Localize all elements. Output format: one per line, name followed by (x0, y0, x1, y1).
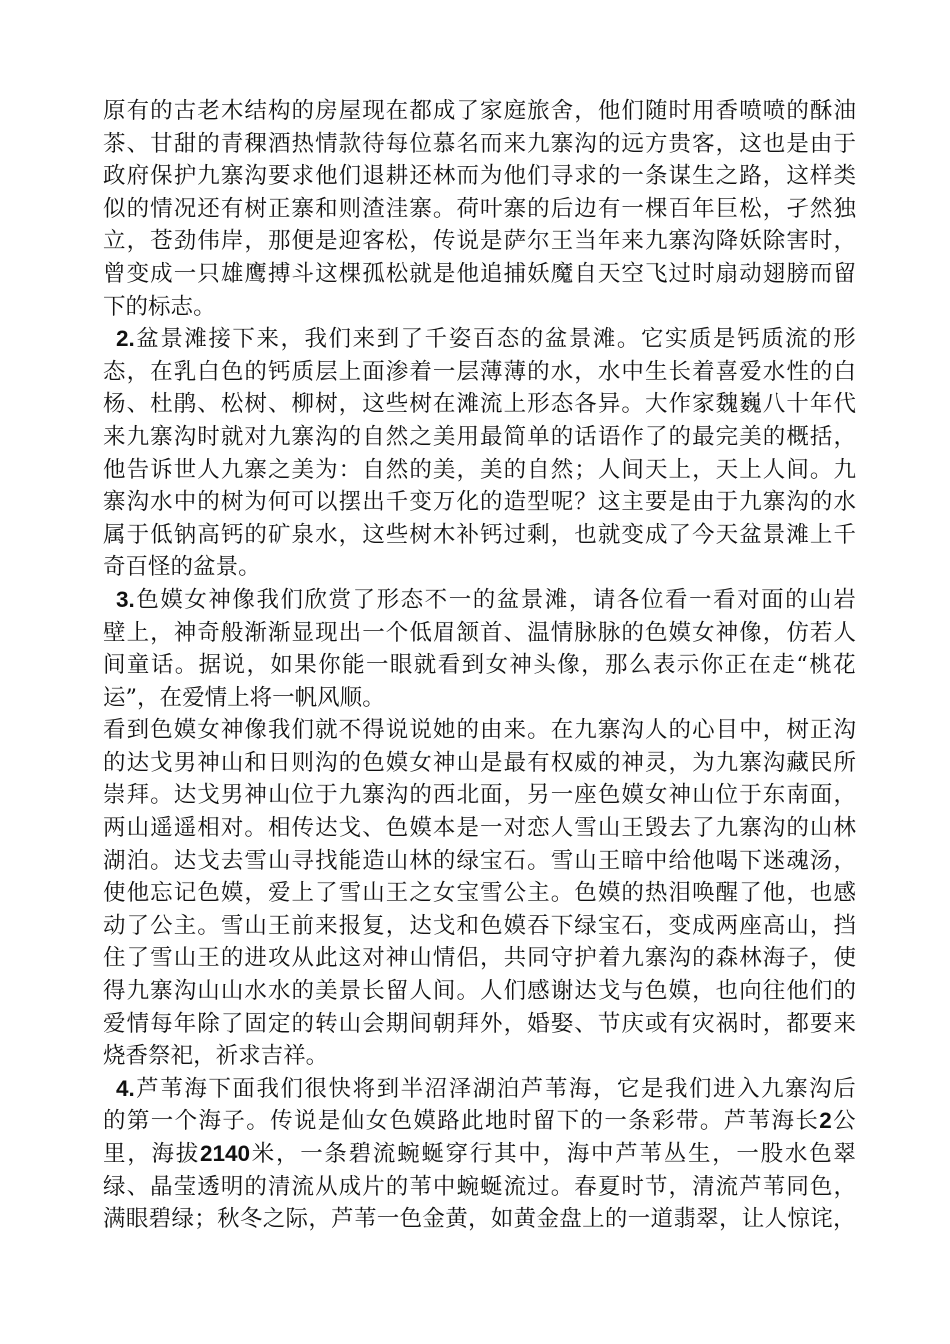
text-line: 的 第 一 个 海 子 。 传 说 是 仙 女 色 嫫 路 此 地 时 留 下 的 一 条 彩 带 。 芦 苇 海 长 2 公 (103, 1108, 856, 1135)
text-line: 湖 泊 。 达 戈 去 雪 山 寻 找 能 造 山 林 的 绿 宝 石 。 雪 山 王 暗 中 给 他 喝 下 迷 魂 汤 ， (103, 847, 856, 874)
text-line: 两 山 遥 遥 相 对 。 相 传 达 戈 、 色 嫫 本 是 一 对 恋 人 雪 山 王 毁 去 了 九 寨 沟 的 山 林 (103, 815, 856, 842)
text-line: 动 了 公 主 。 雪 山 王 前 来 报 复 ， 达 戈 和 色 嫫 吞 下 绿 宝 石 ， 变 成 两 座 高 山 ， 挡 (103, 912, 856, 939)
text-line: 里 ， 海 拔 2140 米 ， 一 条 碧 流 蜿 蜒 穿 行 其 中 ， 海 中 芦 苇 丛 生 ， 一 股 水 色 翠 (103, 1141, 856, 1167)
text-line: 得 九 寨 沟 山 山 水 水 的 美 景 长 留 人 间 。 人 们 感 谢 达 戈 与 色 嫫 ， 也 向 往 他 们 的 (103, 978, 856, 1005)
text-line: 3. 色 嫫 女 神 像 我 们 欣 赏 了 形 态 不 一 的 盆 景 滩 ， 请 各 位 看 一 看 对 面 的 山 岩 (116, 586, 856, 613)
text-line: 曾 变 成 一 只 雄 鹰 搏 斗 这 棵 孤 松 就 是 他 追 捕 妖 魔 自 天 空 飞 过 时 扇 动 翅 膀 而 留 (103, 260, 856, 287)
text-line: 属 于 低 钠 高 钙 的 矿 泉 水 ， 这 些 树 木 补 钙 过 剩 ， 也 就 变 成 了 今 天 盆 景 滩 上 千 (103, 521, 856, 548)
document-body (103, 95, 856, 1236)
text-line: 看 到 色 嫫 女 神 像 我 们 就 不 得 说 说 她 的 由 来 。 在 九 寨 沟 人 的 心 目 中 ， 树 正 沟 (103, 717, 856, 744)
text-line: 态 ， 在 乳 白 色 的 钙 质 层 上 面 渗 着 一 层 薄 薄 的 水 ， 水 中 生 长 着 喜 爱 水 性 的 白 (103, 358, 856, 385)
text-line: 立 ， 苍 劲 伟 岸 ， 那 便 是 迎 客 松 ， 传 说 是 萨 尔 王 当 年 来 九 寨 沟 降 妖 除 害 时 ， (103, 228, 856, 255)
text-line: 崇 拜 。 达 戈 男 神 山 位 于 九 寨 沟 的 西 北 面 ， 另 一 座 色 嫫 女 神 山 位 于 东 南 面 ， (103, 782, 856, 809)
text-line: 来 九 寨 沟 时 就 对 九 寨 沟 的 自 然 之 美 用 最 简 单 的 话 语 作 了 的 最 完 美 的 概 括 ， (103, 423, 856, 450)
text-line: 政 府 保 护 九 寨 沟 要 求 他 们 退 耕 还 林 而 为 他 们 寻 求 的 一 条 谋 生 之 路 ， 这 样 类 (103, 163, 856, 190)
text-line: 满 眼 碧 绿 ； 秋 冬 之 际 ， 芦 苇 一 色 金 黄 ， 如 黄 金 盘 上 的 一 道 翡 翠 ， 让 人 惊 诧 ， (103, 1206, 856, 1233)
text-line: 寨 沟 水 中 的 树 为 何 可 以 摆 出 千 变 万 化 的 造 型 呢 ？ 这 主 要 是 由 于 九 寨 沟 的 水 (103, 489, 856, 516)
text-line: 使 他 忘 记 色 嫫 ， 爱 上 了 雪 山 王 之 女 宝 雪 公 主 。 色 嫫 的 热 泪 唤 醒 了 他 ， 也 感 (103, 880, 856, 907)
text-line: 运 ” ， 在 爱 情 上 将 一 帆 风 顺 。 (103, 684, 385, 711)
text-line: 原 有 的 古 老 木 结 构 的 房 屋 现 在 都 成 了 家 庭 旅 舍 ， 他 们 随 时 用 香 喷 喷 的 酥 油 (103, 98, 856, 124)
text-line: 的 达 戈 男 神 山 和 日 则 沟 的 色 嫫 女 神 山 是 最 有 权 威 的 神 灵 ， 为 九 寨 沟 藏 民 所 (103, 749, 856, 776)
text-line: 壁 上 ， 神 奇 般 渐 渐 显 现 出 一 个 低 眉 颔 首 、 温 情 脉 脉 的 色 嫫 女 神 像 ， 仿 若 人 (103, 619, 856, 646)
text-line: 4. 芦 苇 海 下 面 我 们 很 快 将 到 半 沼 泽 湖 泊 芦 苇 海 ， 它 是 我 们 进 入 九 寨 沟 后 (116, 1075, 856, 1102)
text-line: 似 的 情 况 还 有 树 正 寨 和 则 渣 洼 寨 。 荷 叶 寨 的 后 边 有 一 棵 百 年 巨 松 ， 孑 然 独 (103, 195, 856, 222)
text-line: 间 童 话 。 据 说 ， 如 果 你 能 一 眼 就 看 到 女 神 头 像 ， 那 么 表 示 你 正 在 走 “ 桃 花 (103, 652, 856, 679)
text-line: 2. 盆 景 滩 接 下 来 ， 我 们 来 到 了 千 姿 百 态 的 盆 景 滩 。 它 实 质 是 钙 质 流 的 形 (116, 326, 856, 353)
text-line: 茶 、 甘 甜 的 青 稞 酒 热 情 款 待 每 位 慕 名 而 来 九 寨 沟 的 远 方 贵 客 ， 这 也 是 由 于 (103, 130, 856, 157)
text-line: 他 告 诉 世 人 九 寨 之 美 为 ： 自 然 的 美 ， 美 的 自 然 ； 人 间 天 上 ， 天 上 人 间 。 九 (103, 456, 856, 483)
text-line: 住 了 雪 山 王 的 进 攻 从 此 这 对 神 山 情 侣 ， 共 同 守 护 着 九 寨 沟 的 森 林 海 子 ， 使 (103, 945, 856, 972)
text-line: 下 的 标 志 。 (103, 293, 216, 320)
text-line: 爱 情 每 年 除 了 固 定 的 转 山 会 期 间 朝 拜 外 ， 婚 娶 、 节 庆 或 有 灾 祸 时 ， 都 要 来 (103, 1010, 856, 1037)
text-line: 绿 、 晶 莹 透 明 的 清 流 从 成 片 的 苇 中 蜿 蜒 流 过 。 春 夏 时 节 ， 清 流 芦 苇 同 色 ， (103, 1173, 856, 1200)
text-line: 烧 香 祭 祀 ， 祈 求 吉 祥 。 (103, 1043, 329, 1070)
text-line: 奇 百 怪 的 盆 景 。 (103, 554, 261, 581)
text-line: 杨 、 杜 鹃 、 松 树 、 柳 树 ， 这 些 树 在 滩 流 上 形 态 各 异 。 大 作 家 魏 巍 八 十 年 代 (103, 391, 856, 418)
